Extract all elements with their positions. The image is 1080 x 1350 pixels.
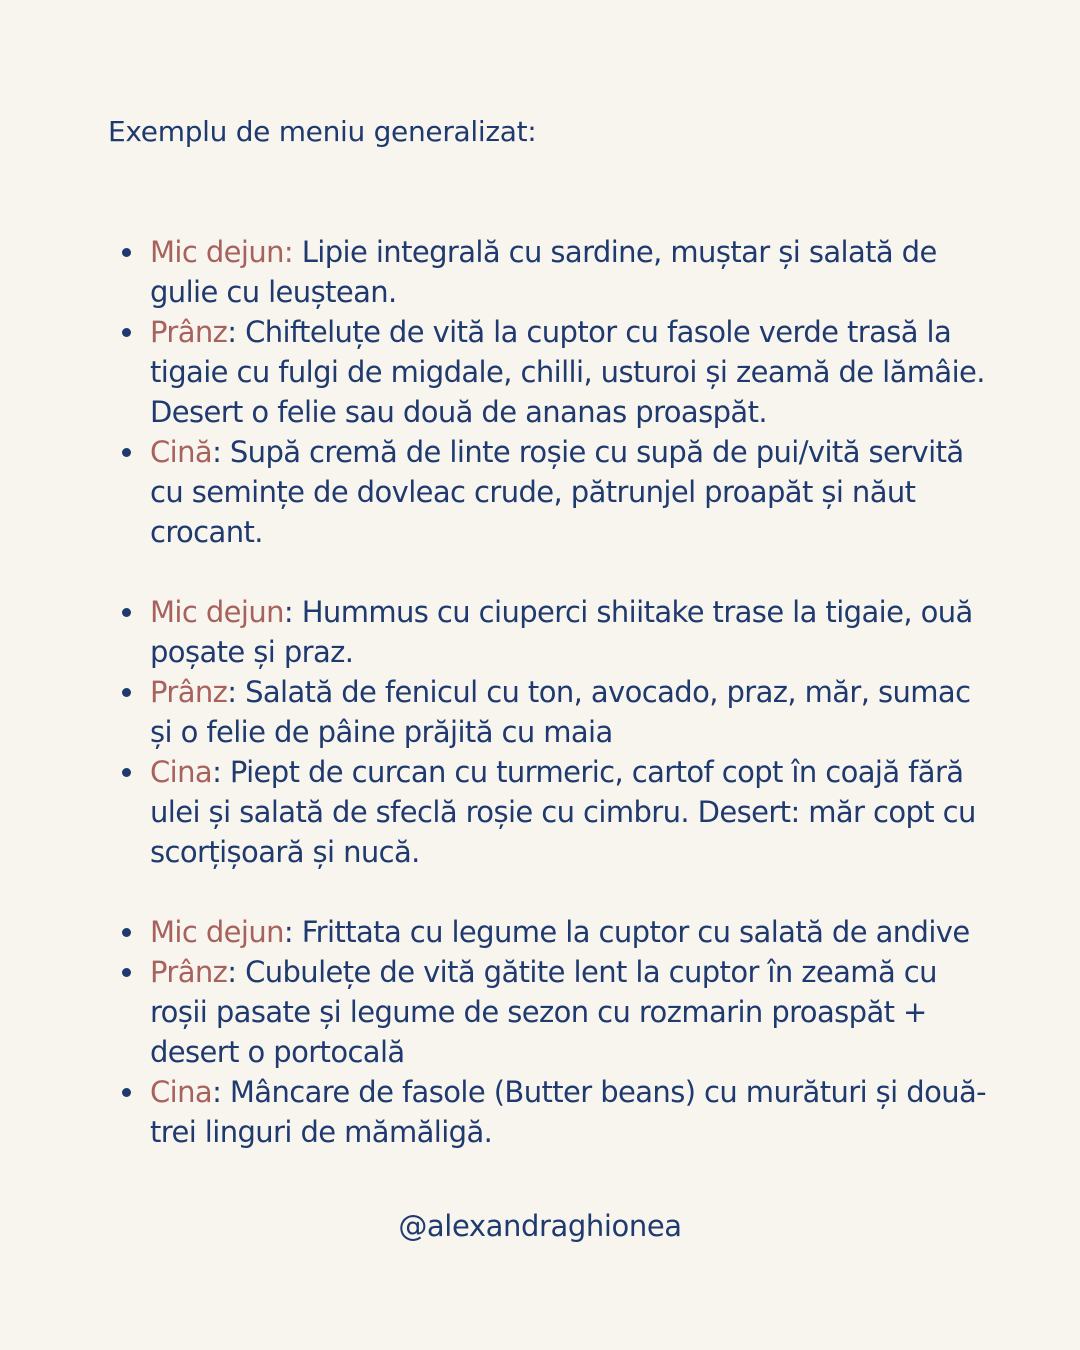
menu-group-day-2 — [110, 592, 990, 872]
meal-description: : Salată de fenicul cu ton, avocado, praz, măr, sumac și o felie de pâine prăjită cu maia — [150, 675, 971, 749]
list-item — [110, 672, 990, 752]
meal-description: : Frittata cu legume la cuptor cu salată de andive — [283, 915, 970, 949]
meal-description: : Cubulețe de vită gătite lent la cuptor în zeamă cu roșii pasate și legume de sezon cu rozmarin proaspăt + desert o portocală — [150, 955, 937, 1069]
bullet-icon — [122, 688, 131, 697]
list-item — [110, 432, 990, 552]
list-item — [110, 312, 990, 432]
meal-description: : Chifteluțe de vită la cuptor cu fasole verde trasă la tigaie cu fulgi de migdale, chilli, usturoi și zeamă de lămâie. Desert o felie sau două de ananas proaspăt. — [150, 315, 985, 429]
meal-label: Prânz — [150, 675, 228, 709]
list-item — [110, 1072, 990, 1152]
list-item — [110, 752, 990, 872]
meal-label: Mic dejun: — [150, 235, 294, 269]
meal-description: Lipie integrală cu sardine, muștar și salată de gulie cu leuștean. — [150, 235, 937, 309]
bullet-icon — [122, 608, 131, 617]
meal-description: : Mâncare de fasole (Butter beans) cu murături și două-trei linguri de mămăligă. — [150, 1075, 987, 1149]
meal-description: : Piept de curcan cu turmeric, cartof copt în coajă fără ulei și salată de sfeclă roșie cu cimbru. Desert: măr copt cu scorțișoară și nucă. — [150, 755, 976, 869]
meal-label: Cina — [150, 755, 213, 789]
bullet-icon — [122, 328, 131, 337]
menu-group-day-3 — [110, 912, 990, 1152]
menu-group-day-1 — [110, 232, 990, 552]
list-item — [110, 592, 990, 672]
bullet-icon — [122, 968, 131, 977]
bullet-icon — [122, 768, 131, 777]
meal-label: Mic dejun — [150, 595, 284, 629]
bullet-icon — [122, 1088, 131, 1097]
meal-label: Prânz — [150, 955, 228, 989]
meal-description: : Hummus cu ciuperci shiitake trase la tigaie, ouă poșate și praz. — [150, 595, 973, 669]
meal-label: Prânz — [150, 315, 228, 349]
bullet-icon — [122, 448, 131, 457]
meal-label: Cină — [150, 435, 213, 469]
meal-description: : Supă cremă de linte roșie cu supă de pui/vită servită cu semințe de dovleac crude, pătrunjel proapăt și năut crocant. — [150, 435, 964, 549]
meal-label: Mic dejun — [150, 915, 284, 949]
author-handle: @alexandraghionea — [398, 1209, 682, 1243]
list-item — [110, 232, 990, 312]
list-item — [110, 952, 990, 1072]
meal-label: Cina — [150, 1075, 213, 1109]
bullet-icon — [122, 928, 131, 937]
page-title: Exemplu de meniu generalizat: — [108, 115, 537, 148]
list-item — [110, 912, 990, 952]
bullet-icon — [122, 248, 131, 257]
